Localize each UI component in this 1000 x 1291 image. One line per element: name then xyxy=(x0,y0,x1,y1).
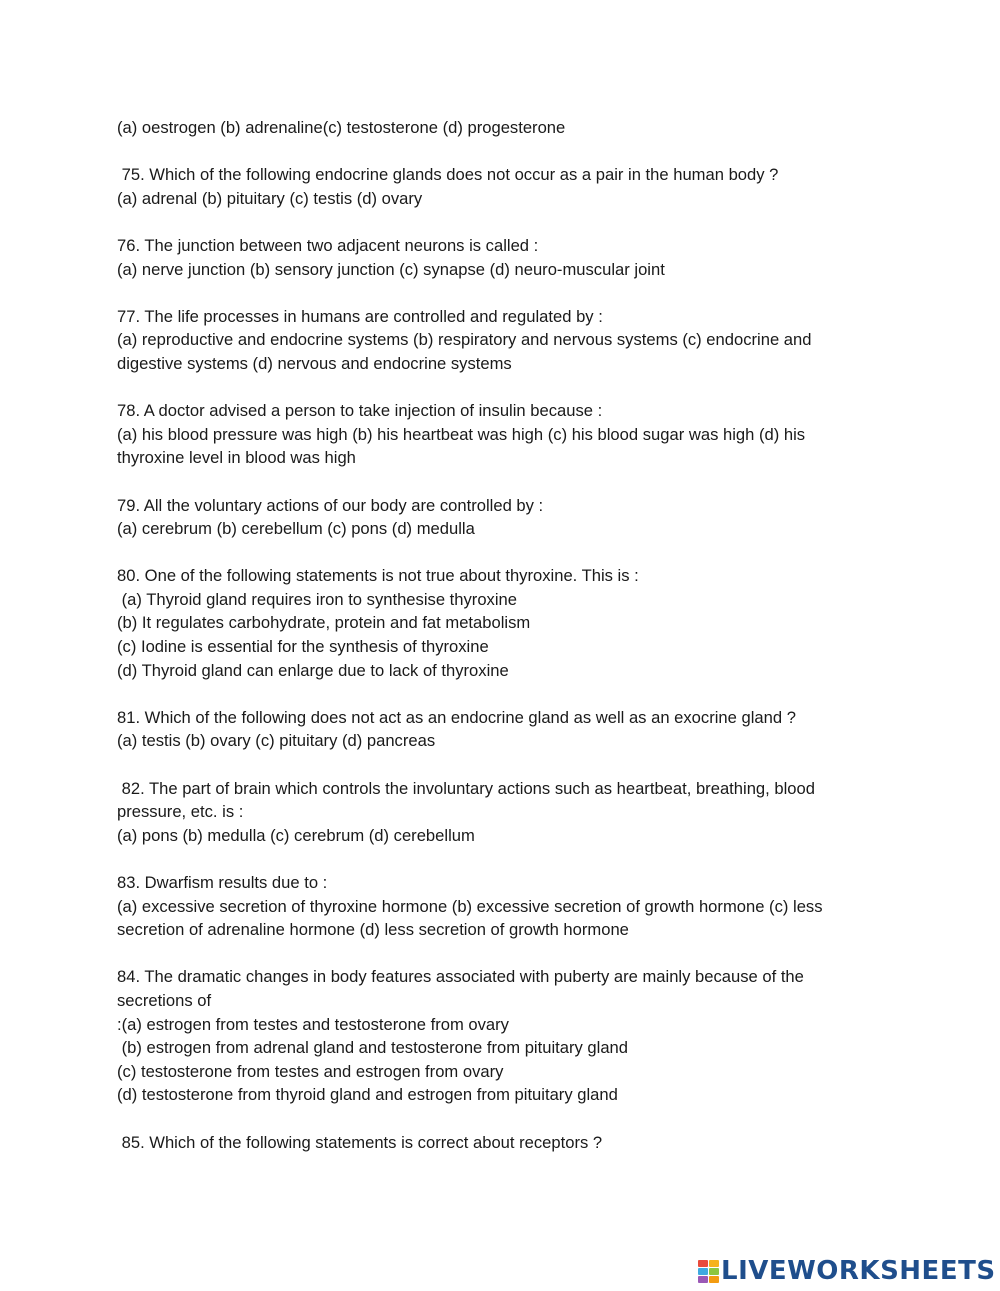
question-text: 81. Which of the following does not act as an endocrine gland as well as an exocrine gland ? xyxy=(117,707,796,727)
question-block xyxy=(117,234,897,281)
liveworksheets-logo-icon xyxy=(698,1260,719,1283)
question-block xyxy=(117,777,897,848)
question-line: (a) testis (b) ovary (c) pituitary (d) pancreas xyxy=(117,731,436,751)
question-block xyxy=(117,965,897,1107)
question-block xyxy=(117,116,897,140)
question-text: 78. A doctor advised a person to take injection of insulin because : xyxy=(117,401,603,421)
question-block xyxy=(117,1131,897,1155)
question-line: pressure, etc. is : xyxy=(117,802,244,822)
question-spacer xyxy=(117,541,897,565)
question-spacer xyxy=(117,140,897,164)
question-spacer xyxy=(117,210,897,234)
question-spacer xyxy=(117,281,897,305)
question-block xyxy=(117,399,897,470)
question-text: 83. Dwarfism results due to : xyxy=(117,873,328,892)
question-block xyxy=(117,494,897,541)
question-line: thyroxine level in blood was high xyxy=(117,448,356,468)
question-line: (a) Thyroid gland requires iron to synthesise thyroxine xyxy=(117,589,517,609)
question-spacer xyxy=(117,470,897,494)
question-text: 77. The life processes in humans are controlled and regulated by : xyxy=(117,306,603,326)
question-line: secretions of xyxy=(117,990,212,1010)
question-spacer xyxy=(117,376,897,400)
question-line: (a) reproductive and endocrine systems (b) respiratory and nervous systems (c) endocrine and xyxy=(117,330,812,350)
question-line: (a) nerve junction (b) sensory junction (c) synapse (d) neuro-muscular joint xyxy=(117,259,665,279)
question-block xyxy=(117,871,897,942)
question-line: (c) Iodine is essential for the synthesis of thyroxine xyxy=(117,637,489,657)
question-spacer xyxy=(117,942,897,966)
question-text: 84. The dramatic changes in body features associated with puberty are mainly because of the xyxy=(117,967,804,987)
question-line: secretion of adrenaline hormone (d) less secretion of growth hormone xyxy=(117,920,629,940)
question-line: (d) Thyroid gland can enlarge due to lack of thyroxine xyxy=(117,660,509,680)
question-text: 80. One of the following statements is not true about thyroxine. This is : xyxy=(117,566,639,586)
question-line: (d) testosterone from thyroid gland and estrogen from pituitary gland xyxy=(117,1085,618,1105)
question-text: 75. Which of the following endocrine glands does not occur as a pair in the human body ? xyxy=(117,165,779,185)
question-text: 76. The junction between two adjacent neurons is called : xyxy=(117,235,539,255)
question-text: (a) oestrogen (b) adrenaline(c) testosterone (d) progesterone xyxy=(117,118,566,137)
question-line: (a) excessive secretion of thyroxine hormone (b) excessive secretion of growth hormone (c) less xyxy=(117,896,823,916)
liveworksheets-logo-text: LIVEWORKSHEETS xyxy=(721,1256,996,1286)
question-text: 82. The part of brain which controls the involuntary actions such as heartbeat, breathing, blood xyxy=(117,778,815,798)
question-text: 79. All the voluntary actions of our body are controlled by : xyxy=(117,495,544,515)
question-line: (a) pons (b) medulla (c) cerebrum (d) cerebellum xyxy=(117,825,475,845)
question-line: digestive systems (d) nervous and endocrine systems xyxy=(117,353,512,373)
question-spacer xyxy=(117,682,897,706)
question-block xyxy=(117,163,897,210)
question-line: (a) his blood pressure was high (b) his heartbeat was high (c) his blood sugar was high (d) his xyxy=(117,424,806,444)
question-spacer xyxy=(117,1107,897,1131)
question-line: (b) It regulates carbohydrate, protein and fat metabolism xyxy=(117,613,531,633)
worksheet-body xyxy=(117,116,897,1154)
question-line: (a) cerebrum (b) cerebellum (c) pons (d) medulla xyxy=(117,519,475,539)
question-text: 85. Which of the following statements is correct about receptors ? xyxy=(117,1132,603,1152)
question-block xyxy=(117,564,897,682)
question-block xyxy=(117,305,897,376)
question-block xyxy=(117,706,897,753)
liveworksheets-logo xyxy=(698,1256,996,1286)
question-spacer xyxy=(117,847,897,871)
question-spacer xyxy=(117,753,897,777)
question-line: :(a) estrogen from testes and testosterone from ovary xyxy=(117,1014,509,1034)
question-line: (a) adrenal (b) pituitary (c) testis (d) ovary xyxy=(117,188,423,208)
question-line: (c) testosterone from testes and estrogen from ovary xyxy=(117,1061,504,1081)
question-line: (b) estrogen from adrenal gland and testosterone from pituitary gland xyxy=(117,1038,629,1058)
